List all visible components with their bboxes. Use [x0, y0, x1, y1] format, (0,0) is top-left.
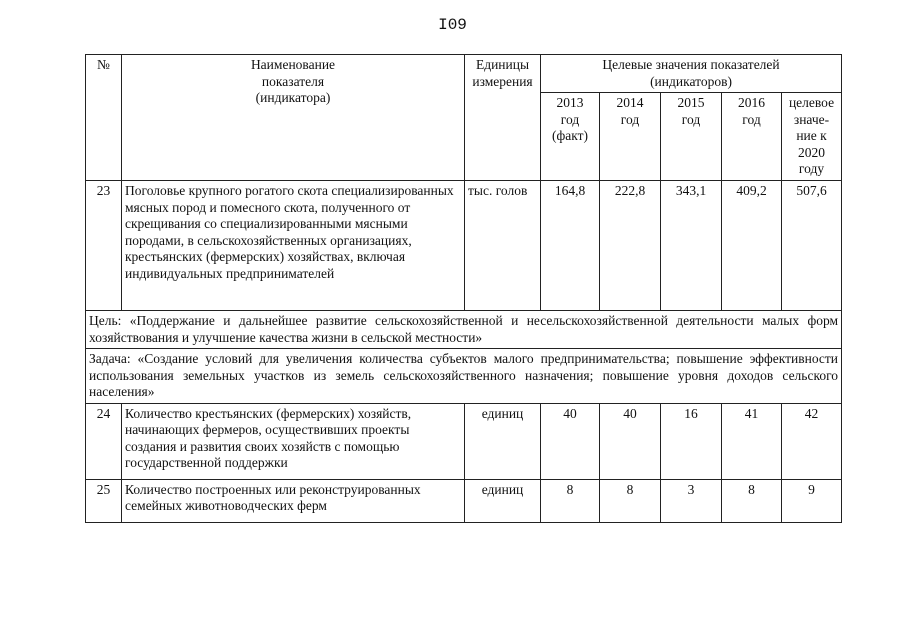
task-row	[86, 349, 842, 404]
row-value: 3	[661, 479, 722, 522]
row-value: 222,8	[600, 181, 661, 311]
goal-text: Цель: «Поддержание и дальнейшее развитие сельскохозяйственной и несельскохозяйственной деятельности малых форм хозяйствования и улучшение качества жизни в сельской местности»	[86, 311, 842, 349]
goal-row	[86, 311, 842, 349]
header-year-2020: целевое значе- ние к 2020 году	[782, 93, 842, 181]
row-value: 507,6	[782, 181, 842, 311]
page-number: I09	[438, 16, 467, 34]
indicators-table	[85, 54, 842, 523]
row-value: 8	[541, 479, 600, 522]
row-units: единиц	[465, 479, 541, 522]
row-value: 343,1	[661, 181, 722, 311]
row-value: 8	[722, 479, 782, 522]
table-row	[86, 181, 842, 311]
header-year-2014: 2014 год	[600, 93, 661, 181]
row-value: 40	[541, 403, 600, 479]
row-value: 16	[661, 403, 722, 479]
table-row	[86, 403, 842, 479]
row-name: Количество построенных или реконструированных семейных животноводческих ферм	[122, 479, 465, 522]
header-no: №	[86, 55, 122, 181]
row-units: единиц	[465, 403, 541, 479]
row-value: 8	[600, 479, 661, 522]
row-value: 41	[722, 403, 782, 479]
row-number: 24	[86, 403, 122, 479]
task-text: Задача: «Создание условий для увеличения количества субъектов малого предпринимательства; повышение эффективности использования земельных участков из земель сельскохозяйственного назначения; повышение уровня доходов сельского населения»	[86, 349, 842, 404]
row-value: 9	[782, 479, 842, 522]
header-targets: Целевые значения показателей (индикаторов)	[541, 55, 842, 93]
header-year-2013: 2013 год (факт)	[541, 93, 600, 181]
row-name: Поголовье крупного рогатого скота специализированных мясных пород и помесного скота, полученного от скрещивания со специализированными мясными породами, в сельскохозяйственных организациях, крестьянских (фермерских) хозяйствах, включая индивидуальных предпринимателей	[122, 181, 465, 311]
row-value: 40	[600, 403, 661, 479]
header-name: Наименование показателя (индикатора)	[122, 55, 465, 181]
row-number: 25	[86, 479, 122, 522]
row-value: 164,8	[541, 181, 600, 311]
row-value: 42	[782, 403, 842, 479]
table-row	[86, 479, 842, 522]
header-year-2016: 2016 год	[722, 93, 782, 181]
row-number: 23	[86, 181, 122, 311]
row-units: тыс. голов	[465, 181, 541, 311]
row-name: Количество крестьянских (фермерских) хозяйств, начинающих фермеров, осуществивших проекты создания и развития своих хозяйств с помощью государственной поддержки	[122, 403, 465, 479]
header-year-2015: 2015 год	[661, 93, 722, 181]
header-units: Единицы измерения	[465, 55, 541, 181]
row-value: 409,2	[722, 181, 782, 311]
